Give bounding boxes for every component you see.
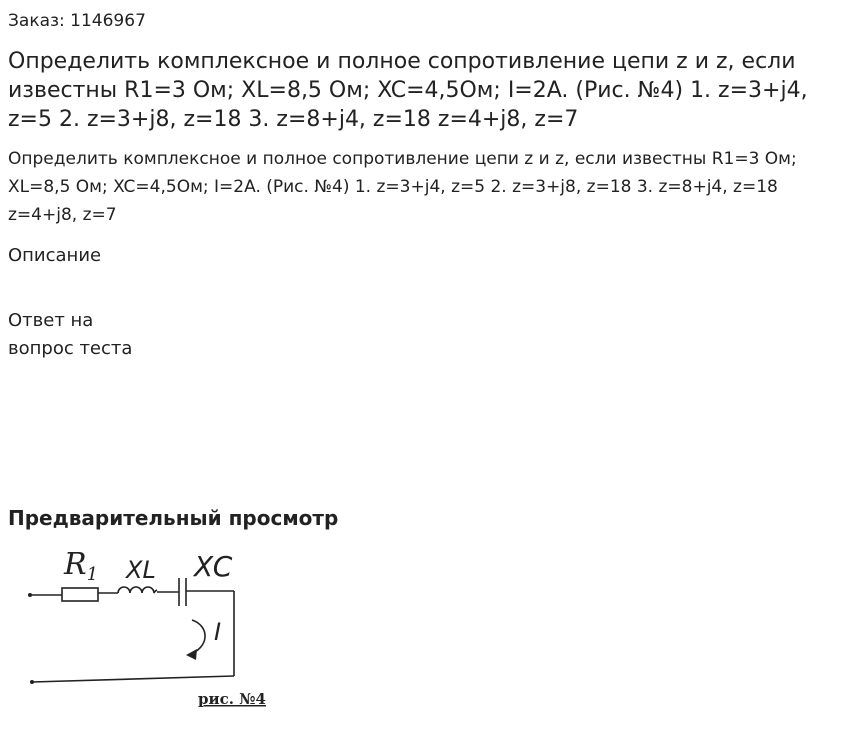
label-xl: XL [126, 556, 156, 584]
inductor-xl [118, 587, 157, 593]
label-xc: XC [194, 550, 233, 583]
answer-label: Ответ на вопрос теста [8, 310, 133, 359]
label-r1: $R_1$ [64, 547, 99, 585]
order-number: Заказ: 1146967 [8, 11, 146, 31]
description-label: Описание [8, 245, 102, 266]
resistor-r1 [62, 588, 98, 601]
figure-caption: рис. №4 [198, 690, 266, 708]
label-current: I [214, 618, 222, 646]
page-title: Определить комплексное и полное сопротивление цепи z и z, если известны R1=3 Ом; XL=8,5 Ом; XC=4,5Ом; I=2A. (Рис. №4) 1. z=3+j4, z=5 2. z=3+j8, z=18 3. z=8+j4, z=18 z=4+j8, z=7 [8, 49, 808, 132]
terminal-bottom [30, 680, 34, 684]
terminal-top [28, 593, 32, 597]
wire-bottom [32, 676, 234, 682]
label-r1-subscript: 1 [86, 564, 99, 585]
current-arrowhead [186, 649, 197, 660]
description-text: Определить комплексное и полное сопротивление цепи z и z, если известны R1=3 Ом; XL=8,5 Ом; XC=4,5Ом; I=2A. (Рис. №4) 1. z=3+j4, z=5 2. z=3+j8, z=18 3. z=8+j4, z=18 z=4+j8, z=7 [8, 149, 797, 225]
preview-heading: Предварительный просмотр [8, 506, 339, 530]
circuit-diagram [20, 540, 280, 720]
